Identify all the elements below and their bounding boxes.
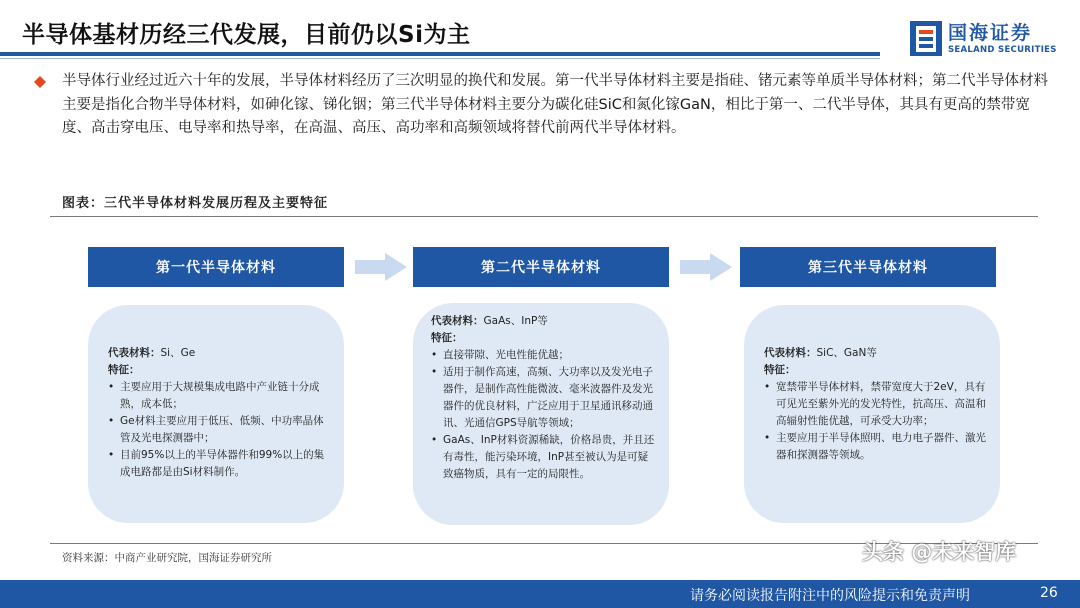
watermark-text: 头条 @未来智库 [862, 540, 1017, 564]
chevron-right-arrow-icon [355, 253, 407, 281]
list-item: • GaAs、InP材料资源稀缺，价格昂贵，并且还有毒性，能污染环境，InP甚至被认为是可疑致癌物质，具有一定的局限性。 [431, 432, 657, 483]
features-label: 特征： [431, 332, 463, 344]
page-number: 26 [1040, 585, 1058, 601]
features-label: 特征： [764, 364, 796, 376]
list-item: • 目前95%以上的半导体器件和99%以上的集成电路都是由Si材料制作。 [108, 447, 330, 481]
list-item: • 主要应用于半导体照明、电力电子器件、激光器和探测器等领域。 [764, 430, 986, 464]
stage-header-gen3: 第三代半导体材料 [740, 247, 996, 287]
page-title: 半导体基材历经三代发展，目前仍以Si为主 [22, 22, 471, 48]
rep-materials-value: GaAs、InP等 [483, 315, 548, 327]
sealand-logo-icon [908, 18, 944, 58]
features-list [431, 347, 657, 483]
list-item: • 宽禁带半导体材料，禁带宽度大于2eV，具有可见光至紫外光的发光特性，抗高压、高温和高辐射性能优越，可承受大功率； [764, 379, 986, 430]
list-item: • 适用于制作高速，高频、大功率以及发光电子器件，是制作高性能微波、毫米波器件及发光器件的优良材料，广泛应用于卫星通讯移动通讯、光通信GPS导航等领域； [431, 364, 657, 432]
stage-header-gen2: 第二代半导体材料 [413, 247, 669, 287]
rep-materials-label: 代表材料： [764, 347, 817, 359]
rep-materials [431, 313, 657, 330]
title-underline-thin [0, 58, 880, 59]
intro-paragraph: 半导体行业经过近六十年的发展，半导体材料经历了三次明显的换代和发展。第一代半导体材料主要是指硅、锗元素等单质半导体材料；第二代半导体材料主要是指化合物半导体材料，如砷化镓、锑化铟；第三代半导体材料主要分为碳化硅SiC和氮化镓GaN，相比于第一、二代半导体，其具有更高的禁带宽度、高击穿电压、电导率和热导率，在高温、高压、高功率和高频领域将替代前两代半导体材料。 [62, 73, 1048, 136]
chevron-right-arrow-icon [680, 253, 732, 281]
logo-chinese-name: 国海证券 [948, 22, 1033, 44]
rep-materials-label: 代表材料： [431, 315, 484, 327]
rep-materials [108, 345, 330, 362]
source-note: 资料来源：中商产业研究院，国海证券研究所 [62, 552, 272, 564]
list-item: • Ge材料主要应用于低压、低频、中功率晶体管及光电探测器中； [108, 413, 330, 447]
features-label: 特征： [108, 364, 140, 376]
diamond-bullet-icon [34, 76, 46, 88]
stage-card-gen3 [744, 305, 1000, 523]
rep-materials-value: Si、Ge [160, 347, 196, 359]
rep-materials-value: SiC、GaN等 [816, 347, 877, 359]
company-logo [908, 18, 1068, 62]
list-item: • 直接带隙、光电性能优越； [431, 347, 657, 364]
features-list [108, 379, 330, 481]
stage-card-gen1 [88, 305, 344, 523]
list-item: • 主要应用于大规模集成电路中产业链十分成熟，成本低； [108, 379, 330, 413]
rep-materials-label: 代表材料： [108, 347, 161, 359]
features-list [764, 379, 986, 464]
footer-disclaimer: 请务必阅读报告附注中的风险提示和免责声明 [690, 588, 970, 604]
stage-header-gen1: 第一代半导体材料 [88, 247, 344, 287]
title-underline [0, 52, 880, 56]
logo-english-name: SEALAND SECURITIES [948, 45, 1057, 55]
figure-title: 图表：三代半导体材料发展历程及主要特征 [62, 196, 329, 211]
rep-materials [764, 345, 986, 362]
figure-title-rule [50, 216, 1038, 217]
stage-card-gen2 [413, 303, 669, 525]
